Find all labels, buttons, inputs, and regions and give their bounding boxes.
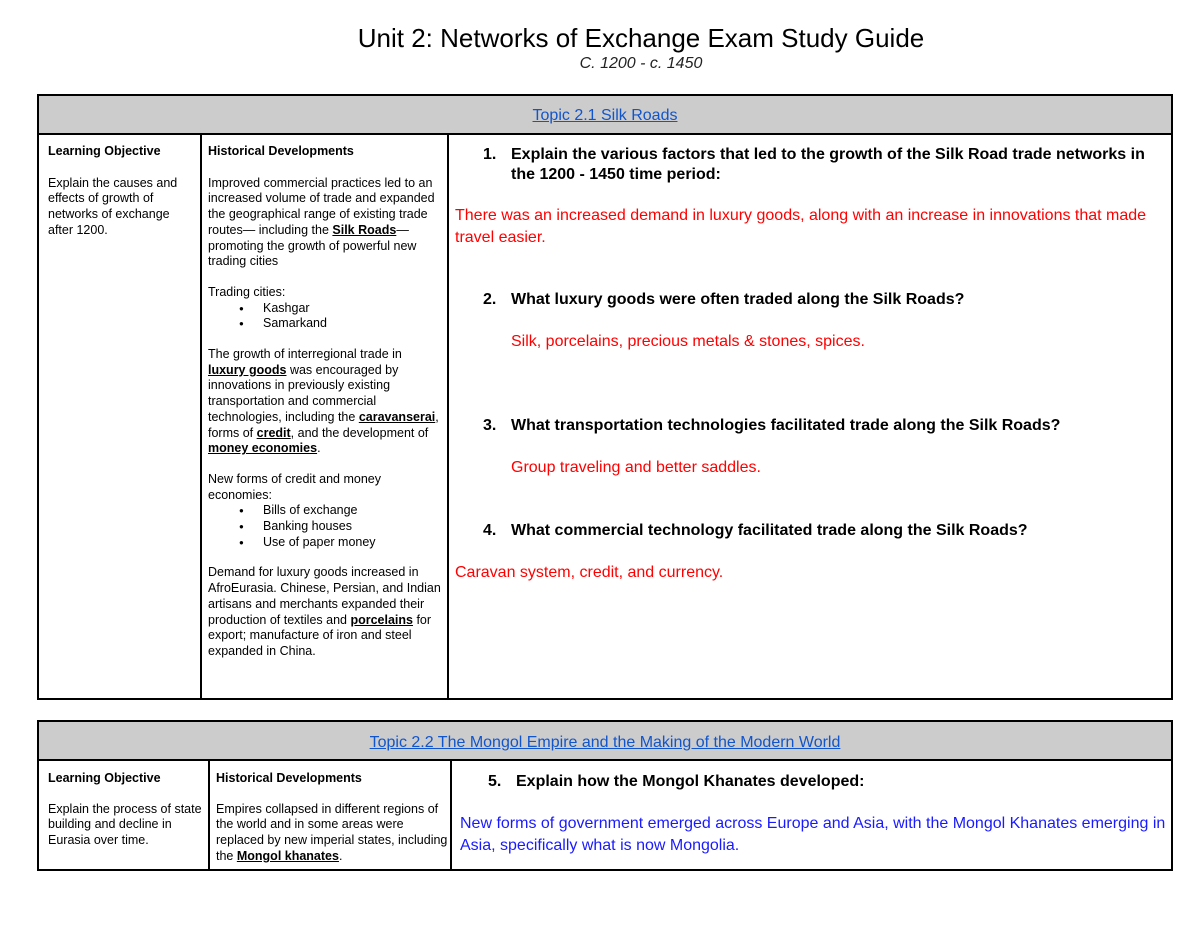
list-item: ● Bills of exchange: [263, 503, 442, 519]
topic-2-1-header: [39, 96, 1171, 135]
topic-2-2-learning-objective: [48, 771, 204, 869]
hd-label: Historical Developments: [216, 771, 362, 785]
question-2: 2. What luxury goods were often traded along the Silk Roads?: [483, 291, 965, 308]
list-item: ● Banking houses: [263, 519, 442, 535]
answer-2: Silk, porcelains, precious metals & stones, spices.: [511, 333, 865, 350]
credit-list: [208, 503, 442, 550]
lo-label: Learning Objective: [48, 144, 161, 158]
topic-2-1-learning-objective: [48, 144, 196, 698]
lo-text: Explain the causes and effects of growth of networks of exchange after 1200.: [48, 175, 178, 237]
trading-cities-list: [208, 301, 442, 332]
topic-2-2-table: [37, 720, 1173, 871]
list-item: ● Kashgar: [263, 301, 442, 317]
topic-2-1-questions: [449, 133, 1171, 698]
question-1: 1. Explain the various factors that led to the growth of the Silk Road trade networks in the 1200 - 1450 time period:: [483, 146, 1145, 183]
topic-2-2-questions: [452, 759, 1171, 869]
lo-label: Learning Objective: [48, 771, 161, 785]
answer-1: There was an increased demand in luxury goods, along with an increase in innovations that made travel easier.: [455, 207, 1147, 246]
topic-2-2-historical-developments: [216, 771, 448, 869]
answer-5: New forms of government emerged across Europe and Asia, with the Mongol Khanates emerging in Asia, specifically what is now Mongolia.: [460, 815, 1166, 854]
hd-label: Historical Developments: [208, 144, 354, 158]
list-item: ● Use of paper money: [263, 535, 442, 551]
lo-text: Explain the process of state building and decline in Eurasia over time.: [48, 801, 202, 848]
hd-paragraph-1: Improved commercial practices led to an increased volume of trade and expanded the geographical range of existing trade routes— including the Silk Roads—promoting the growth of powerful new trading cities: [208, 175, 435, 269]
silk-roads-term: Silk Roads: [332, 222, 397, 237]
answer-3: Group traveling and better saddles.: [511, 459, 761, 476]
hd-paragraph: Empires collapsed in different regions of the world and in some areas were replaced by new imperial states, including the Mongol khanates.: [216, 801, 448, 863]
document-title: Unit 2: Networks of Exchange Exam Study Guide: [357, 23, 925, 53]
credit-label: New forms of credit and money economies:: [208, 471, 381, 502]
question-3: 3. What transportation technologies facilitated trade along the Silk Roads?: [483, 417, 1061, 434]
document-subtitle: C. 1200 - c. 1450: [579, 55, 703, 72]
topic-2-2-link[interactable]: Topic 2.2 The Mongol Empire and the Making of the Modern World: [369, 734, 841, 751]
topic-2-2-header: [39, 722, 1171, 761]
hd-paragraph-5: Demand for luxury goods increased in AfroEurasia. Chinese, Persian, and Indian artisans and merchants expanded their production of textiles and porcelains for export; manufacture of iron and steel expanded in China.: [208, 565, 441, 658]
hd-paragraph-3: The growth of interregional trade in luxury goods was encouraged by innovations in previously existing transportation and commercial technologies, including the caravanserai, forms of credit, and the development of money economies.: [208, 347, 439, 456]
list-item: ● Samarkand: [263, 316, 442, 332]
topic-2-1-table: [37, 94, 1173, 700]
trading-cities-label: Trading cities:: [208, 284, 286, 299]
question-5: 5. Explain how the Mongol Khanates developed:: [488, 773, 865, 790]
topic-2-1-historical-developments: [208, 144, 442, 698]
question-4: 4. What commercial technology facilitated trade along the Silk Roads?: [483, 522, 1028, 539]
topic-2-1-link[interactable]: Topic 2.1 Silk Roads: [532, 107, 678, 124]
mongol-khanates-term: Mongol khanates: [236, 848, 339, 863]
answer-4: Caravan system, credit, and currency.: [455, 564, 724, 581]
